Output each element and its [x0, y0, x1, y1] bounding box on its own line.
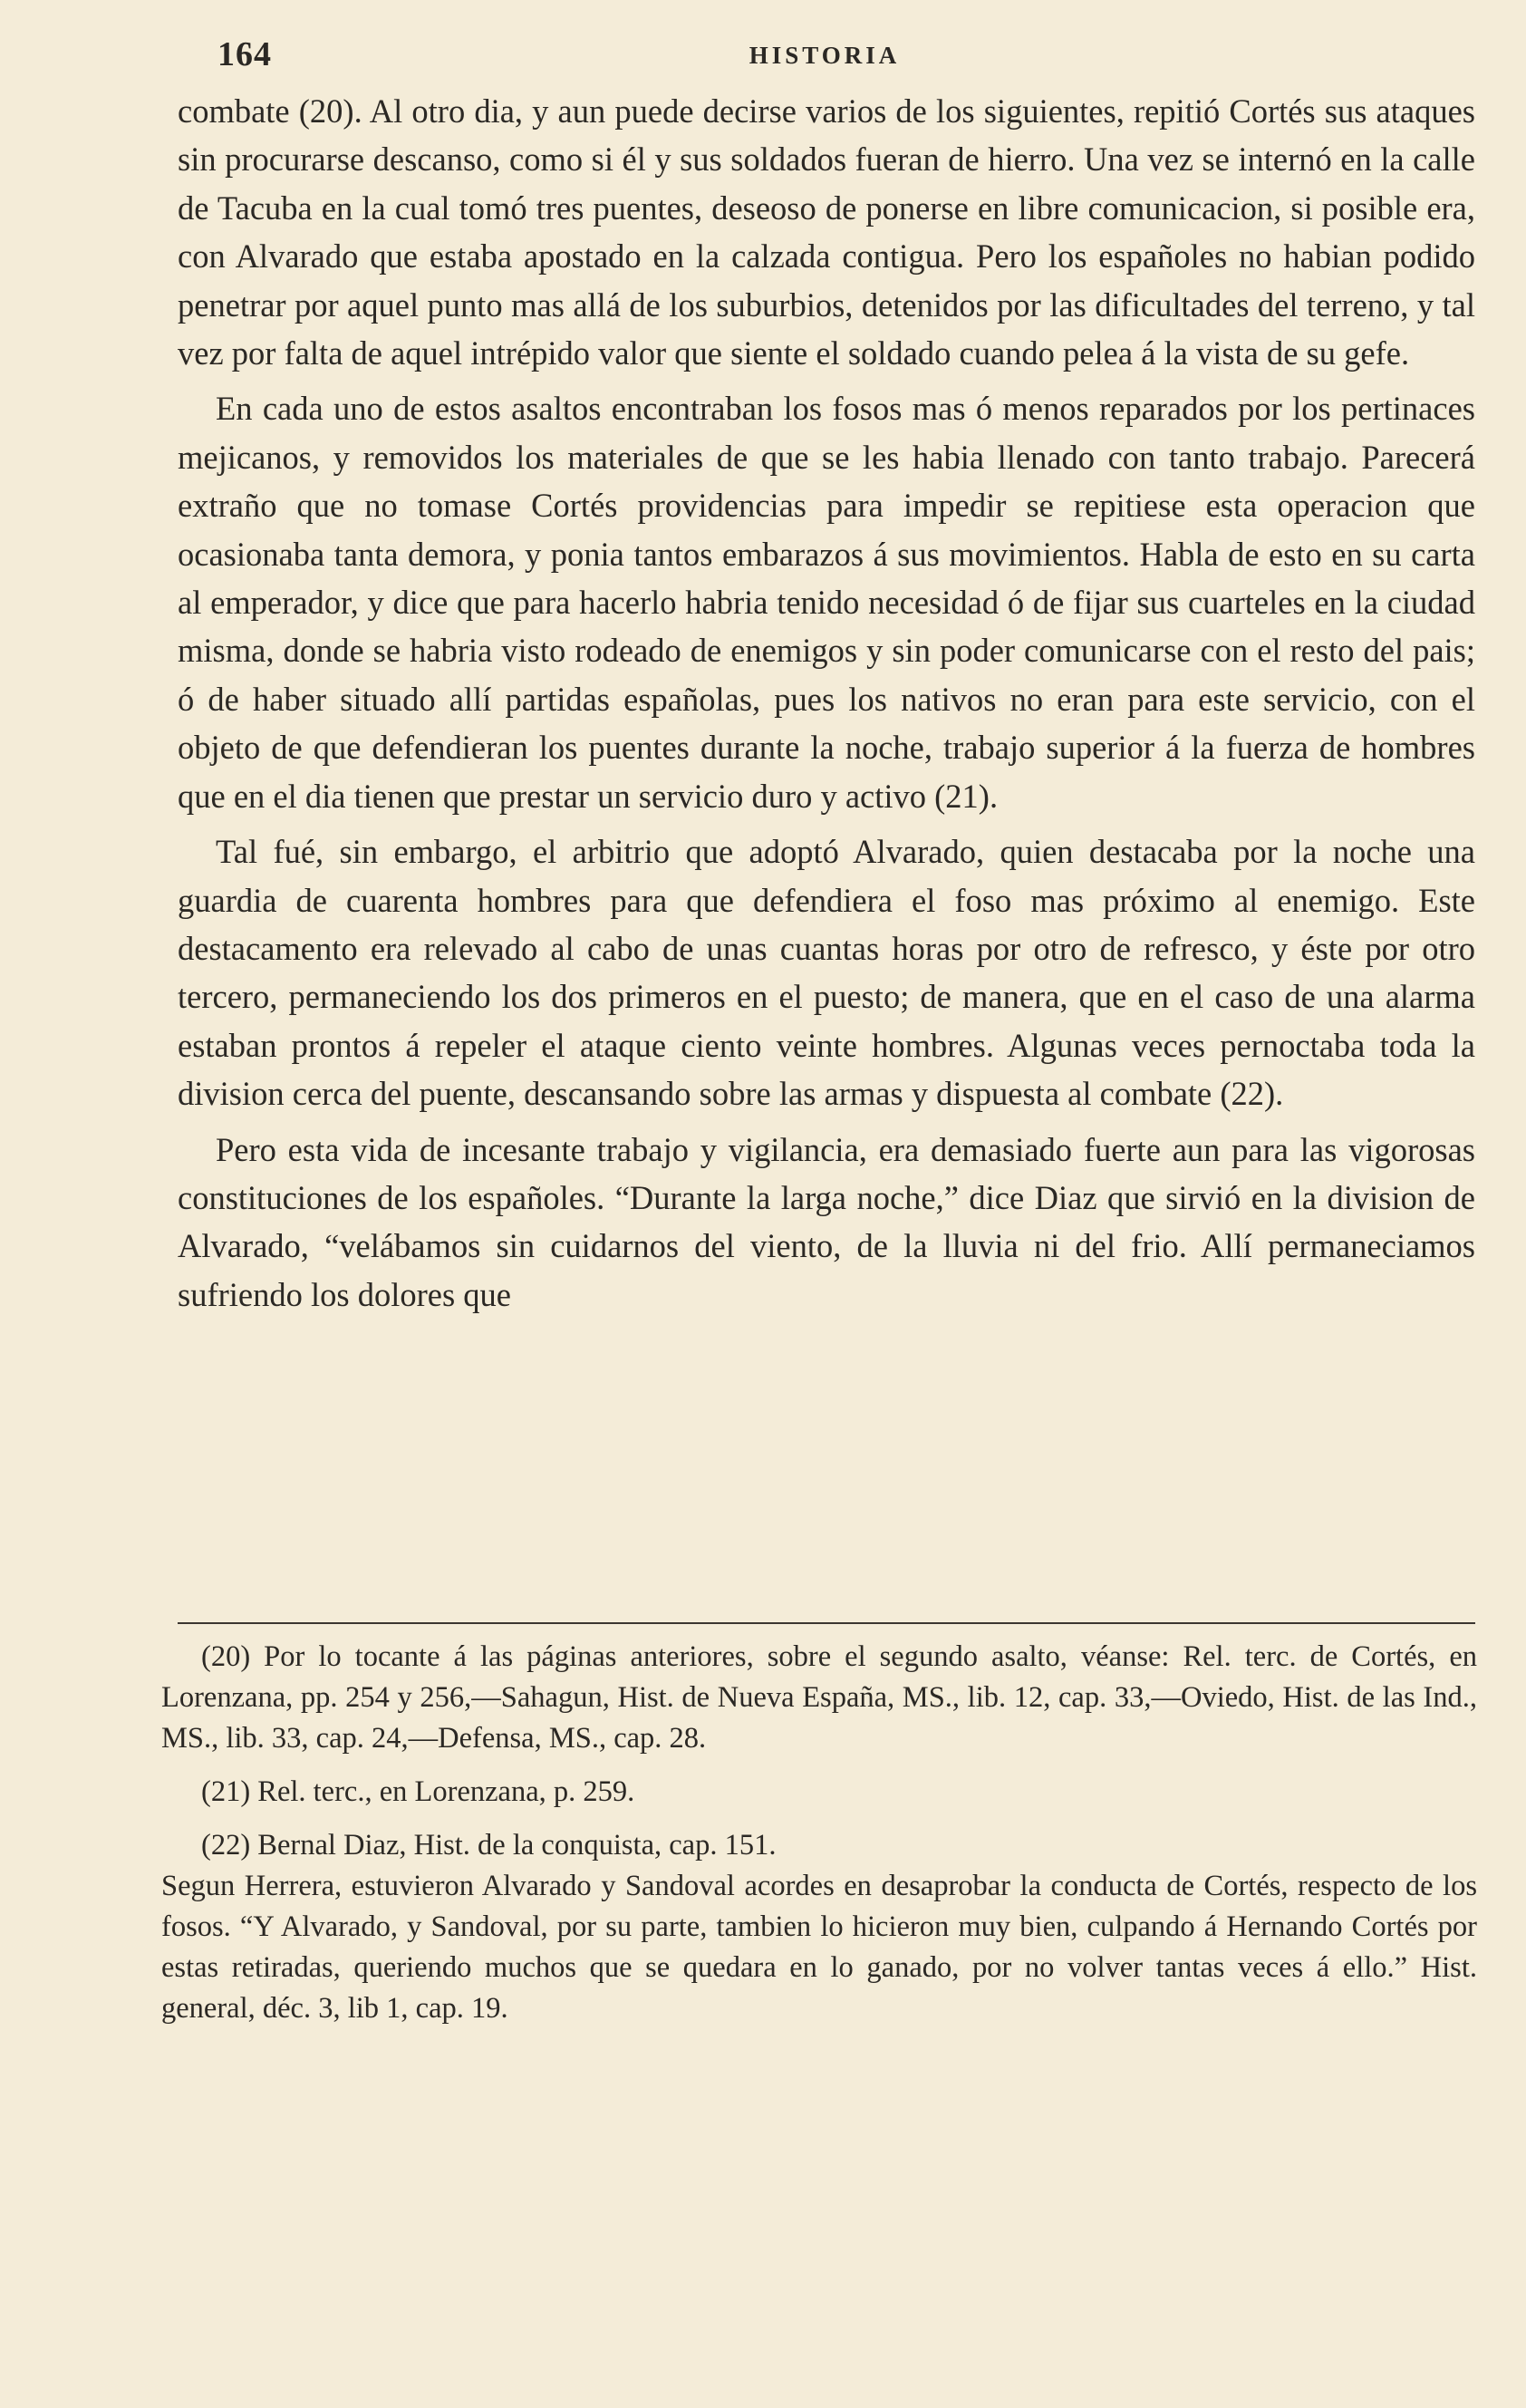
paragraph: combate (20). Al otro dia, y aun puede decirse varios de los siguientes, repitió Cortés sus ataques sin procurarse descanso, como si él y sus soldados fueran de hierro. Una vez se internó en la calle de Tacuba en la cual tomó tres puentes, deseoso de ponerse en libre comunicacion, si posible era, con Alvarado que estaba apostado en la calzada contigua. Pero los españoles no habian podido penetrar por aquel punto mas allá de los suburbios, detenidos por las dificultades del terreno, y tal vez por falta de aquel intrépido valor que siente el soldado cuando pelea á la vista de su gefe.: [178, 92, 1475, 372]
footnote-22: (22) Bernal Diaz, Hist. de la conquista, cap. 151.: [201, 1829, 777, 1862]
footnote-21: (21) Rel. terc., en Lorenzana, p. 259.: [201, 1775, 635, 1808]
footnote-divider: [178, 1622, 1475, 1624]
page-number: 164: [217, 35, 272, 73]
running-title: HISTORIA: [749, 42, 901, 69]
paragraph: Pero esta vida de incesante trabajo y vigilancia, era demasiado fuerte aun para las vigorosas constituciones de los españoles. “Durante la larga noche,” dice Diaz que sirvió en la division de Alvarado, “velábamos sin cuidarnos del viento, de la lluvia ni del frio. Allí permaneciamos sufriendo los dolores que: [178, 1130, 1475, 1313]
footnote-22-continuation: Segun Herrera, estuvieron Alvarado y Sandoval acordes en desaprobar la conducta de Cortés, respecto de los fosos. “Y Alvarado, y Sandoval, por su parte, tambien lo hicieron muy bien, culpando á Hernando Cortés por estas retiradas, queriendo muchos que se quedara en lo ganado, por no volver tantas veces á ello.” Hist. general, déc. 3, lib 1, cap. 19.: [161, 1870, 1477, 2025]
main-text: [178, 87, 1475, 1319]
running-head: [172, 34, 1477, 80]
paragraph: Tal fué, sin embargo, el arbitrio que adoptó Alvarado, quien destacaba por la noche una guardia de cuarenta hombres para que defendiera el foso mas próximo al enemigo. Este destacamento era relevado al cabo de unas cuantas horas por otro de refresco, y éste por otro tercero, permaneciendo los dos primeros en el puesto; de manera, que en el caso de una alarma estaban prontos á repeler el ataque ciento veinte hombres. Algunas veces pernoctaba toda la division cerca del puente, descansando sobre las armas y dispuesta al combate (22).: [178, 833, 1475, 1113]
footnote-20: (20) Por lo tocante á las páginas anteriores, sobre el segundo asalto, véanse: Rel. terc. de Cortés, en Lorenzana, pp. 254 y 256,—Sahagun, Hist. de Nueva España, MS., lib. 12, cap. 33,—Oviedo, Hist. de las Ind., MS., lib. 33, cap. 24,—Defensa, MS., cap. 28.: [161, 1640, 1477, 1755]
paragraph: En cada uno de estos asaltos encontraban los fosos mas ó menos reparados por los pertinaces mejicanos, y removidos los materiales de que se les habia llenado con tanto trabajo. Parecerá extraño que no tomase Cortés providencias para impedir se repitiese esta operacion que ocasionaba tanta demora, y ponia tantos embarazos á sus movimientos. Habla de esto en su carta al emperador, y dice que para hacerlo habria tenido necesidad ó de fijar sus cuarteles en la ciudad misma, donde se habria visto rodeado de enemigos y sin poder comunicarse con el resto del pais; ó de haber situado allí partidas españolas, pues los nativos no eran para este servicio, con el objeto de que defendieran los puentes durante la noche, trabajo superior á la fuerza de hombres que en el dia tienen que prestar un servicio duro y activo (21).: [178, 390, 1475, 815]
footnotes: [161, 1637, 1477, 2029]
